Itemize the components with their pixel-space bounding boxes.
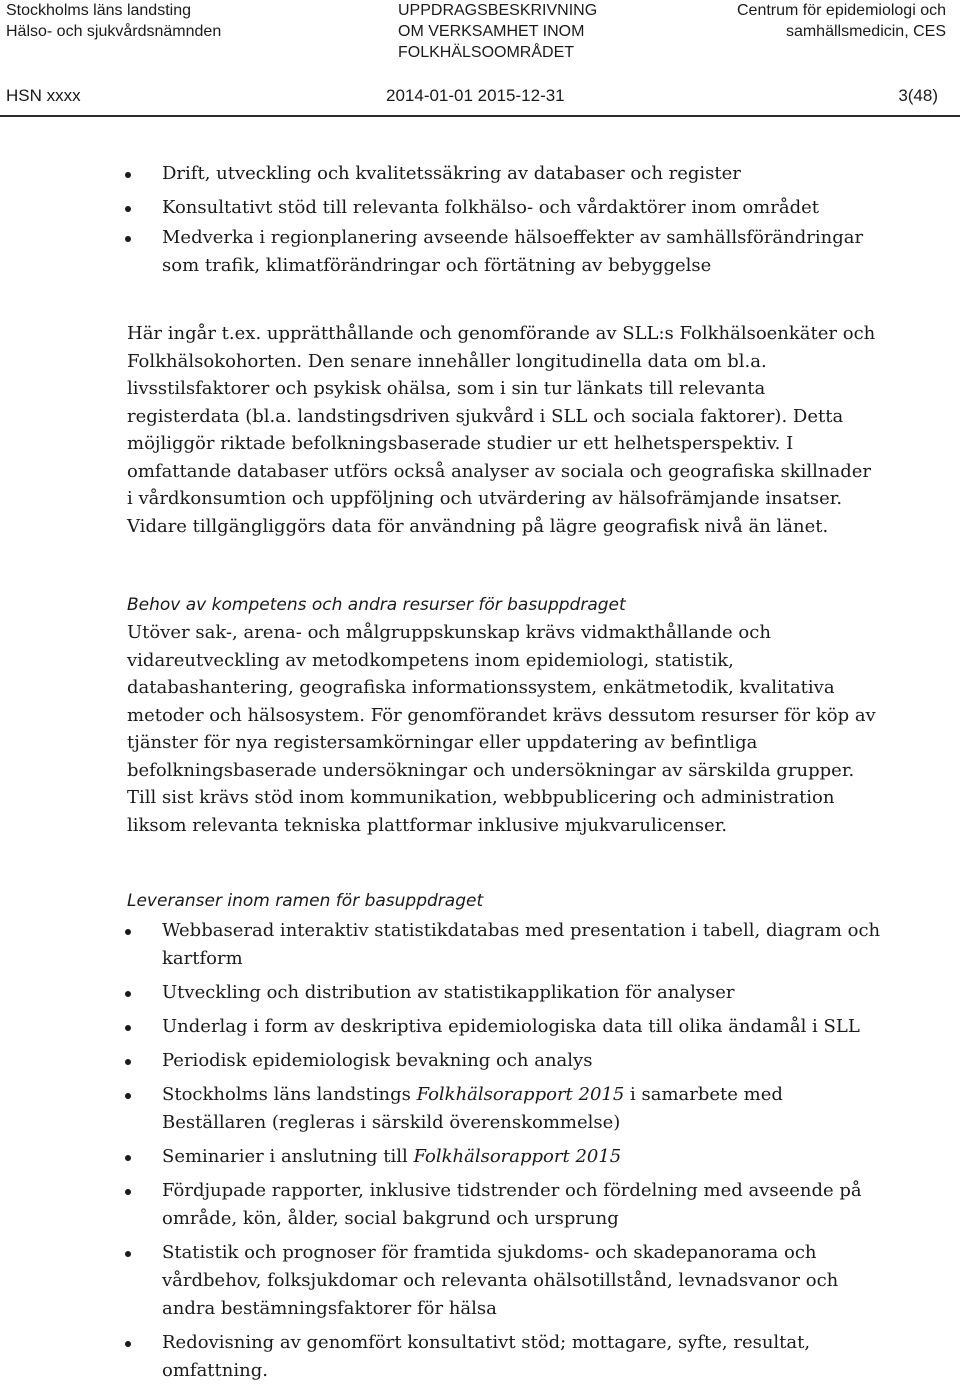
deliverables-section	[0, 889, 960, 1385]
page-header	[0, 0, 960, 62]
list-item: Utveckling och distribution av statistikapplikation för analyser	[0, 979, 882, 1007]
header-doctype-line: OM VERKSAMHET INOM	[398, 23, 585, 40]
databases-paragraph-block	[0, 320, 960, 540]
bullet-icon	[125, 1093, 131, 1099]
bullet-icon	[125, 172, 131, 178]
competence-section	[0, 593, 960, 839]
header-org-line: Stockholms läns landsting	[6, 2, 191, 19]
list-item: Webbaserad interaktiv statistikdatabas med presentation i tabell, diagram och kartform	[0, 917, 882, 973]
list-item: Drift, utveckling och kvalitetssäkring av databaser och register	[0, 160, 882, 188]
page-number: 3(48)	[898, 86, 938, 105]
section-heading: Leveranser inom ramen för basuppdraget	[127, 891, 484, 911]
header-organization	[6, 0, 221, 42]
list-item: Konsultativt stöd till relevanta folkhälso- och vårdaktörer inom området	[0, 194, 882, 222]
document-id: HSN xxxx	[6, 86, 81, 105]
header-document-type	[398, 0, 597, 63]
bullet-icon	[125, 236, 131, 242]
list-item: Fördjupade rapporter, inklusive tidstrender och fördelning med avseende på område, kön, ålder, social bakgrund och ursprung	[0, 1177, 882, 1233]
list-item: Redovisning av genomfört konsultativt stöd; mottagare, syfte, resultat, omfattning.	[0, 1329, 882, 1385]
header-doctype-line: FOLKHÄLSOOMRÅDET	[398, 44, 575, 61]
bullet-icon	[125, 206, 131, 212]
list-item: Statistik och prognoser för framtida sjukdoms- och skadepanorama och vårdbehov, folksjukdomar och relevanta ohälsotillstånd, levnadsvanor och andra bestämningsfaktorer för hälsa	[0, 1239, 882, 1323]
bullet-icon	[125, 1189, 131, 1195]
section-heading: Behov av kompetens och andra resurser för basuppdraget	[127, 595, 626, 615]
header-dept-line: Centrum för epidemiologi och	[737, 2, 946, 19]
deliverables-list	[0, 917, 960, 1385]
list-item: Underlag i form av deskriptiva epidemiologiska data till olika ändamål i SLL	[0, 1013, 882, 1041]
activities-list	[0, 160, 960, 280]
bullet-icon	[125, 929, 131, 935]
list-item: Stockholms läns landstings Folkhälsorapport 2015 i samarbete med Beställaren (regleras i särskild överenskommelse)	[0, 1081, 882, 1137]
report-title: Folkhälsorapport 2015	[413, 1146, 622, 1167]
bullet-icon	[125, 1025, 131, 1031]
bullet-icon	[125, 1155, 131, 1161]
bullet-icon	[125, 991, 131, 997]
body-paragraph: Här ingår t.ex. upprätthållande och genomförande av SLL:s Folkhälsoenkäter och Folkhälsokohorten. Den senare innehåller longitudinella data om bl.a. livsstilsfaktorer och psykisk ohälsa, som i sin tur länkats till relevanta registerdata (bl.a. landstingsdriven sjukvård i SLL och sociala faktorer). Detta möjliggör riktade befolkningsbaserade studier ur ett helhetsperspektiv. I omfattande databaser utförs också analyser av sociala och geografiska skillnader i vårdkonsumtion och uppföljning och utvärdering av hälsofrämjande insatser. Vidare tillgängliggörs data för användning på lägre geografisk nivå än länet.	[127, 323, 876, 537]
body-paragraph: Utöver sak-, arena- och målgruppskunskap krävs vidmakthållande och vidareutveckling av metodkompetens inom epidemiologi, statistik, databashantering, geografiska informationssystem, enkätmetodik, kvalitativa metoder och hälsosystem. För genomförandet krävs dessutom resurser för köp av tjänster för nya registersamkörningar eller uppdatering av befintliga befolkningsbaserade undersökningar och undersökningar av särskilda grupper. Till sist krävs stöd inom kommunikation, webbpublicering och administration liksom relevanta tekniska plattformar inklusive mjukvarulicenser.	[127, 622, 876, 836]
list-item: Periodisk epidemiologisk bevakning och analys	[0, 1047, 882, 1075]
header-org-line: Hälso- och sjukvårdsnämnden	[6, 23, 222, 40]
activities-list-block	[0, 160, 960, 280]
header-divider	[0, 115, 960, 117]
list-item: Seminarier i anslutning till Folkhälsorapport 2015	[0, 1143, 882, 1171]
header-department	[737, 0, 946, 42]
bullet-icon	[125, 1341, 131, 1347]
document-info-bar	[6, 84, 938, 108]
document-validity-dates: 2014-01-01 2015-12-31	[386, 86, 565, 105]
bullet-icon	[125, 1059, 131, 1065]
header-doctype-line: UPPDRAGSBESKRIVNING	[398, 2, 598, 19]
report-title: Folkhälsorapport 2015	[416, 1084, 625, 1105]
header-dept-line: samhällsmedicin, CES	[785, 23, 946, 40]
bullet-icon	[125, 1251, 131, 1257]
list-item: Medverka i regionplanering avseende hälsoeffekter av samhällsförändringar som trafik, klimatförändringar och förtätning av bebyggelse	[0, 224, 882, 280]
